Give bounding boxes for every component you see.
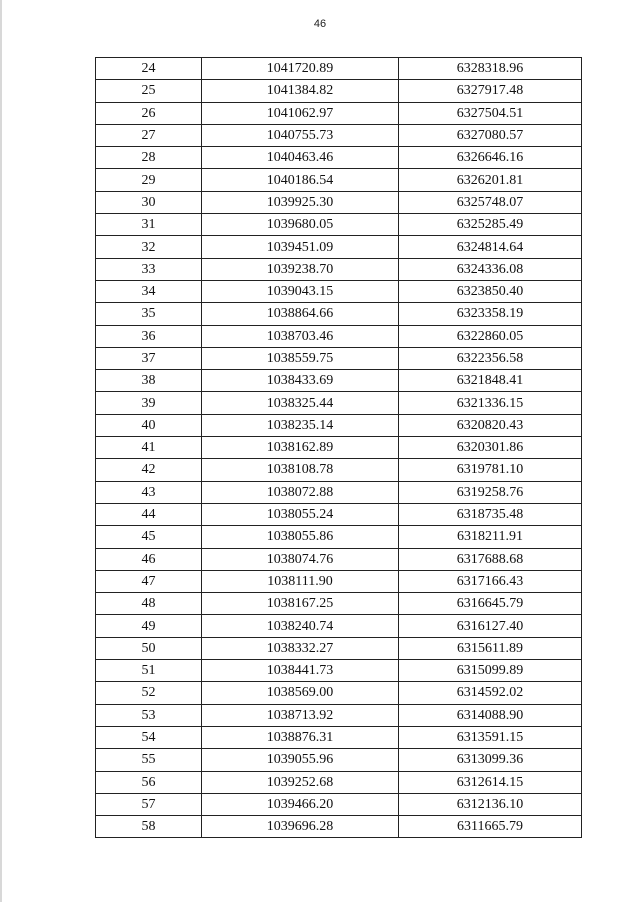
table-row (96, 726, 582, 748)
table-row (96, 347, 582, 369)
point-number-cell: 53 (96, 704, 202, 726)
table-row (96, 102, 582, 124)
table-row (96, 437, 582, 459)
x-coordinate-cell: 1038240.74 (202, 615, 399, 637)
point-number-cell: 35 (96, 303, 202, 325)
table-row (96, 660, 582, 682)
table-row (96, 570, 582, 592)
table-row (96, 593, 582, 615)
y-coordinate-cell: 6327504.51 (399, 102, 582, 124)
point-number-cell: 49 (96, 615, 202, 637)
point-number-cell: 41 (96, 437, 202, 459)
x-coordinate-cell: 1038235.14 (202, 414, 399, 436)
table-row (96, 58, 582, 80)
x-coordinate-cell: 1038441.73 (202, 660, 399, 682)
y-coordinate-cell: 6324336.08 (399, 258, 582, 280)
x-coordinate-cell: 1038055.24 (202, 503, 399, 525)
table-row (96, 147, 582, 169)
point-number-cell: 31 (96, 214, 202, 236)
y-coordinate-cell: 6326646.16 (399, 147, 582, 169)
page-number: 46 (313, 18, 327, 30)
y-coordinate-cell: 6313591.15 (399, 726, 582, 748)
table-row (96, 526, 582, 548)
x-coordinate-cell: 1040463.46 (202, 147, 399, 169)
x-coordinate-cell: 1038569.00 (202, 682, 399, 704)
y-coordinate-cell: 6318735.48 (399, 503, 582, 525)
x-coordinate-cell: 1038433.69 (202, 370, 399, 392)
x-coordinate-cell: 1038864.66 (202, 303, 399, 325)
y-coordinate-cell: 6322860.05 (399, 325, 582, 347)
page-edge-line (0, 0, 2, 902)
y-coordinate-cell: 6319781.10 (399, 459, 582, 481)
point-number-cell: 44 (96, 503, 202, 525)
table-row (96, 236, 582, 258)
y-coordinate-cell: 6317166.43 (399, 570, 582, 592)
table-row (96, 682, 582, 704)
table-row (96, 749, 582, 771)
table-row (96, 124, 582, 146)
point-number-cell: 34 (96, 280, 202, 302)
x-coordinate-cell: 1038703.46 (202, 325, 399, 347)
x-coordinate-cell: 1039055.96 (202, 749, 399, 771)
x-coordinate-cell: 1040755.73 (202, 124, 399, 146)
y-coordinate-cell: 6325285.49 (399, 214, 582, 236)
x-coordinate-cell: 1039696.28 (202, 816, 399, 838)
y-coordinate-cell: 6320820.43 (399, 414, 582, 436)
x-coordinate-cell: 1039680.05 (202, 214, 399, 236)
point-number-cell: 55 (96, 749, 202, 771)
point-number-cell: 36 (96, 325, 202, 347)
table-row (96, 214, 582, 236)
point-number-cell: 26 (96, 102, 202, 124)
y-coordinate-cell: 6328318.96 (399, 58, 582, 80)
table-row (96, 793, 582, 815)
table-row (96, 169, 582, 191)
point-number-cell: 57 (96, 793, 202, 815)
y-coordinate-cell: 6311665.79 (399, 816, 582, 838)
table-row (96, 615, 582, 637)
y-coordinate-cell: 6327917.48 (399, 80, 582, 102)
table-row (96, 258, 582, 280)
x-coordinate-cell: 1038074.76 (202, 548, 399, 570)
point-number-cell: 27 (96, 124, 202, 146)
point-number-cell: 46 (96, 548, 202, 570)
table-row (96, 459, 582, 481)
point-number-cell: 47 (96, 570, 202, 592)
y-coordinate-cell: 6320301.86 (399, 437, 582, 459)
x-coordinate-cell: 1039043.15 (202, 280, 399, 302)
x-coordinate-cell: 1039466.20 (202, 793, 399, 815)
x-coordinate-cell: 1038108.78 (202, 459, 399, 481)
coordinates-table (95, 57, 582, 838)
x-coordinate-cell: 1041720.89 (202, 58, 399, 80)
y-coordinate-cell: 6312136.10 (399, 793, 582, 815)
point-number-cell: 37 (96, 347, 202, 369)
x-coordinate-cell: 1038325.44 (202, 392, 399, 414)
y-coordinate-cell: 6325748.07 (399, 191, 582, 213)
y-coordinate-cell: 6324814.64 (399, 236, 582, 258)
x-coordinate-cell: 1038167.25 (202, 593, 399, 615)
y-coordinate-cell: 6321848.41 (399, 370, 582, 392)
y-coordinate-cell: 6314592.02 (399, 682, 582, 704)
table-row (96, 481, 582, 503)
x-coordinate-cell: 1038111.90 (202, 570, 399, 592)
table-row (96, 704, 582, 726)
point-number-cell: 50 (96, 637, 202, 659)
y-coordinate-cell: 6322356.58 (399, 347, 582, 369)
x-coordinate-cell: 1038713.92 (202, 704, 399, 726)
table-row (96, 191, 582, 213)
x-coordinate-cell: 1038162.89 (202, 437, 399, 459)
point-number-cell: 33 (96, 258, 202, 280)
point-number-cell: 48 (96, 593, 202, 615)
y-coordinate-cell: 6313099.36 (399, 749, 582, 771)
table-row (96, 80, 582, 102)
y-coordinate-cell: 6326201.81 (399, 169, 582, 191)
point-number-cell: 38 (96, 370, 202, 392)
table-row (96, 548, 582, 570)
table-row (96, 637, 582, 659)
y-coordinate-cell: 6323850.40 (399, 280, 582, 302)
table-row (96, 771, 582, 793)
point-number-cell: 54 (96, 726, 202, 748)
x-coordinate-cell: 1039925.30 (202, 191, 399, 213)
table-row (96, 280, 582, 302)
y-coordinate-cell: 6318211.91 (399, 526, 582, 548)
y-coordinate-cell: 6327080.57 (399, 124, 582, 146)
point-number-cell: 39 (96, 392, 202, 414)
table-row (96, 325, 582, 347)
table-row (96, 503, 582, 525)
x-coordinate-cell: 1038876.31 (202, 726, 399, 748)
point-number-cell: 32 (96, 236, 202, 258)
point-number-cell: 28 (96, 147, 202, 169)
table-row (96, 370, 582, 392)
point-number-cell: 45 (96, 526, 202, 548)
x-coordinate-cell: 1039451.09 (202, 236, 399, 258)
point-number-cell: 40 (96, 414, 202, 436)
x-coordinate-cell: 1038559.75 (202, 347, 399, 369)
point-number-cell: 24 (96, 58, 202, 80)
y-coordinate-cell: 6315611.89 (399, 637, 582, 659)
x-coordinate-cell: 1038332.27 (202, 637, 399, 659)
x-coordinate-cell: 1041062.97 (202, 102, 399, 124)
y-coordinate-cell: 6314088.90 (399, 704, 582, 726)
y-coordinate-cell: 6323358.19 (399, 303, 582, 325)
point-number-cell: 30 (96, 191, 202, 213)
point-number-cell: 51 (96, 660, 202, 682)
y-coordinate-cell: 6315099.89 (399, 660, 582, 682)
point-number-cell: 25 (96, 80, 202, 102)
y-coordinate-cell: 6321336.15 (399, 392, 582, 414)
point-number-cell: 29 (96, 169, 202, 191)
y-coordinate-cell: 6316645.79 (399, 593, 582, 615)
point-number-cell: 56 (96, 771, 202, 793)
table-row (96, 392, 582, 414)
x-coordinate-cell: 1038055.86 (202, 526, 399, 548)
x-coordinate-cell: 1038072.88 (202, 481, 399, 503)
y-coordinate-cell: 6316127.40 (399, 615, 582, 637)
point-number-cell: 43 (96, 481, 202, 503)
x-coordinate-cell: 1039238.70 (202, 258, 399, 280)
table-row (96, 414, 582, 436)
y-coordinate-cell: 6319258.76 (399, 481, 582, 503)
point-number-cell: 42 (96, 459, 202, 481)
coordinates-table-body (96, 58, 582, 838)
x-coordinate-cell: 1041384.82 (202, 80, 399, 102)
point-number-cell: 52 (96, 682, 202, 704)
y-coordinate-cell: 6312614.15 (399, 771, 582, 793)
table-row (96, 816, 582, 838)
x-coordinate-cell: 1040186.54 (202, 169, 399, 191)
x-coordinate-cell: 1039252.68 (202, 771, 399, 793)
y-coordinate-cell: 6317688.68 (399, 548, 582, 570)
point-number-cell: 58 (96, 816, 202, 838)
table-row (96, 303, 582, 325)
